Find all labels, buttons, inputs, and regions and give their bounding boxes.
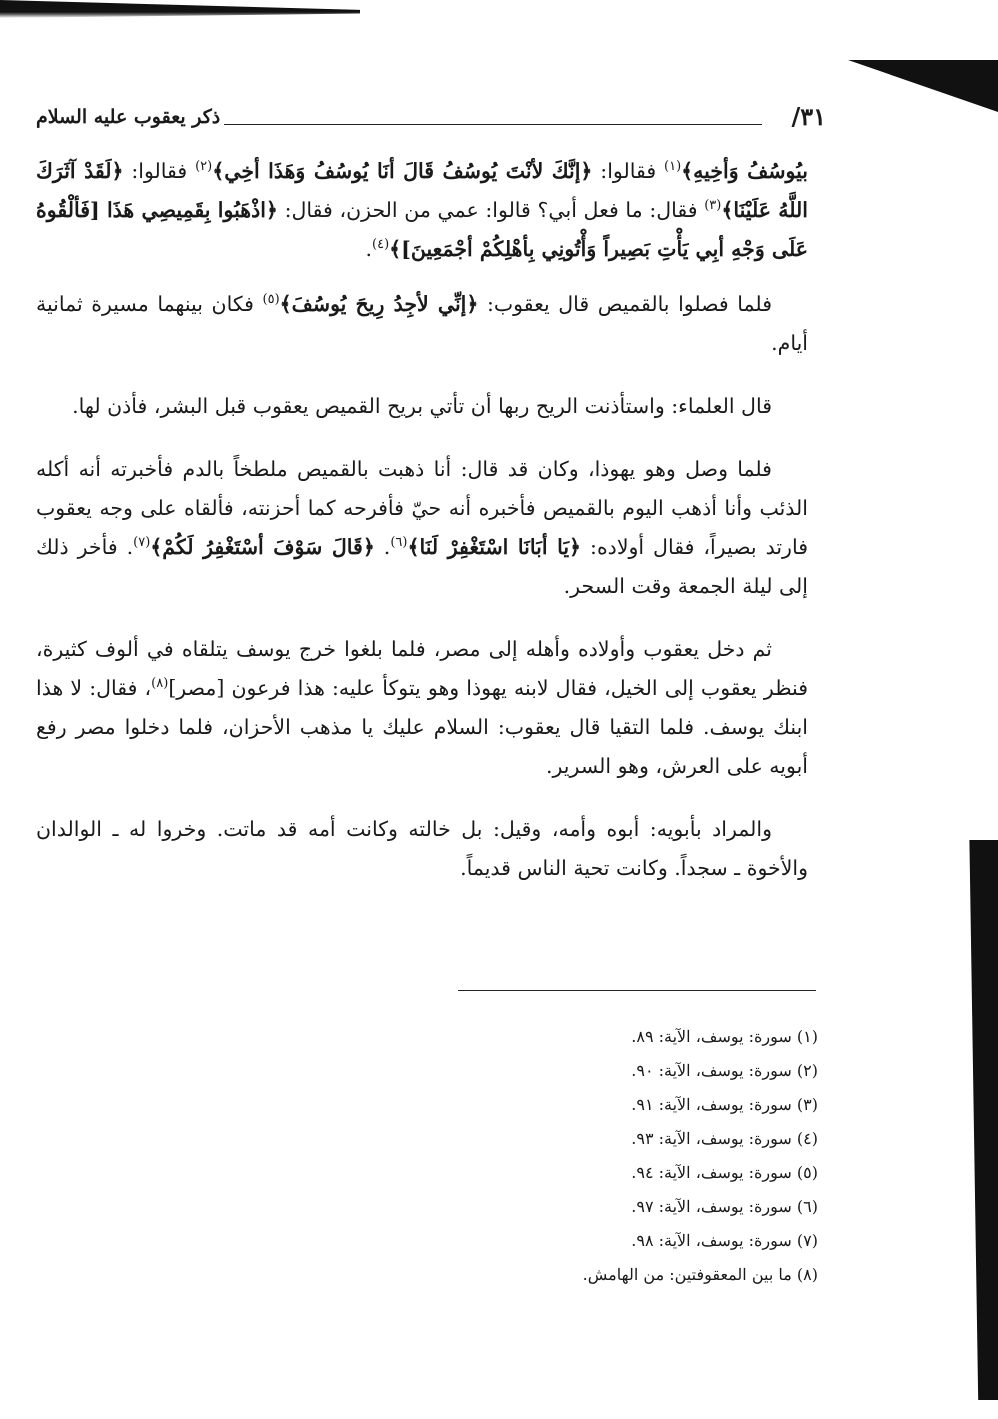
paragraph bbox=[36, 810, 808, 888]
footnotes-list bbox=[398, 1020, 818, 1292]
scan-corner-mark bbox=[848, 60, 998, 112]
quran-verse: ﴿قَالَ سَوْفَ أسْتَغْفِرُ لَكُمْ﴾ bbox=[150, 535, 375, 559]
footnote-reference: (٦) bbox=[390, 535, 408, 551]
footnote-item: (٨) ما بين المعقوفتين: من الهامش. bbox=[582, 1265, 818, 1284]
page-number: ٣١/ bbox=[791, 102, 826, 131]
scan-edge-top bbox=[0, 0, 360, 18]
text-segment: . bbox=[365, 237, 372, 261]
footnote-item: (٧) سورة: يوسف، الآية: ٩٨. bbox=[631, 1231, 818, 1250]
paragraph bbox=[36, 450, 808, 606]
scan-edge-right bbox=[954, 840, 998, 1400]
footnote-reference: (٧) bbox=[133, 535, 151, 551]
footnote-divider bbox=[458, 990, 816, 991]
quran-verse: ﴿إنَّكَ لأنْتَ يُوسُفُ قَالَ أنَا يُوسُفُ وَهَذَا أخِي﴾ bbox=[212, 159, 593, 183]
text-segment: فقالوا: bbox=[592, 159, 665, 183]
quran-verse: ﴿يَا أبَانَا اسْتَغْفِرْ لَنَا﴾ bbox=[407, 535, 582, 559]
footnote-reference: (١) bbox=[664, 159, 682, 175]
paragraph bbox=[36, 152, 808, 269]
paragraph bbox=[36, 630, 808, 786]
page-header bbox=[36, 100, 826, 140]
footnote-item: (٢) سورة: يوسف، الآية: ٩٠. bbox=[631, 1061, 818, 1080]
text-segment: ثم دخل يعقوب وأولاده وأهله إلى مصر، فلما بلغوا خرج يوسف يتلقاه في ألوف كثيرة، فنظر يعقوب إلى الخيل، فقال لابنه يهوذا وهو يتوكأ عليه: هذا فرعون [مصر] bbox=[36, 637, 808, 700]
text-segment: فقال: ما فعل أبي؟ قالوا: عمي من الحزن، فقال: bbox=[277, 198, 705, 222]
paragraph bbox=[36, 387, 808, 426]
footnote-item: (٥) سورة: يوسف، الآية: ٩٤. bbox=[631, 1163, 818, 1182]
text-segment: فلما فصلوا بالقميص قال يعقوب: bbox=[478, 292, 772, 316]
text-segment: والمراد بأبويه: أبوه وأمه، وقيل: بل خالته وكانت أمه قد ماتت. وخروا له ـ الوالدان والأخوة ـ سجداً. وكانت تحية الناس قديماً. bbox=[36, 817, 808, 880]
text-segment: . فأخر ذلك إلى ليلة الجمعة وقت السحر. bbox=[36, 535, 808, 598]
text-segment: فكان بينهما مسيرة ثمانية أيام. bbox=[36, 292, 808, 355]
footnote-reference: (٤) bbox=[372, 237, 390, 253]
footnote-reference: (٥) bbox=[262, 292, 280, 308]
text-segment: فلما وصل وهو يهوذا، وكان قد قال: أنا ذهبت بالقميص ملطخاً بالدم فأخبرته أنه أكله الذئب وأنا أذهب اليوم بالقميص فأخبره أنه حيّ فأفرحه كما أحزنته، فألقاه على وجه يعقوب فارتد بصيراً، فقال أولاده: bbox=[36, 457, 808, 559]
quran-verse: ﴿اذْهَبُوا بِقَمِيصِي هَذَا [فَألْقُوهُ عَلَى وَجْهِ أبِي يَأْتِ بَصِيراً وَأْتُونِي بِأهْلِكُمْ أجْمَعِينَ]﴾ bbox=[36, 198, 808, 261]
quran-verse: ﴿إنِّي لأجِدُ رِيحَ يُوسُفَ﴾ bbox=[279, 292, 479, 316]
footnote-item: (٣) سورة: يوسف، الآية: ٩١. bbox=[631, 1095, 818, 1114]
running-title: ذكر يعقوب عليه السلام bbox=[36, 106, 221, 128]
text-segment: . bbox=[374, 535, 391, 559]
paragraph bbox=[36, 285, 808, 363]
text-segment: فقالوا: bbox=[123, 159, 196, 183]
header-rule bbox=[224, 124, 762, 125]
quran-verse: ﴿لَقَدْ آثَرَكَ اللَّهُ عَلَيْنَا﴾ bbox=[36, 159, 808, 222]
footnote-item: (١) سورة: يوسف، الآية: ٨٩. bbox=[631, 1027, 818, 1046]
footnote-reference: (٨) bbox=[151, 676, 169, 692]
footnote-reference: (٣) bbox=[704, 198, 722, 214]
quran-verse: بيُوسُفُ وَأخِيهِ﴾ bbox=[681, 159, 808, 183]
text-segment: ، فقال: لا هذا ابنك يوسف. فلما التقيا قال يعقوب: السلام عليك يا مذهب الأحزان، فلما دخلوا مصر رفع أبويه على العرش، وهو السرير. bbox=[36, 676, 808, 778]
footnote-item: (٤) سورة: يوسف، الآية: ٩٣. bbox=[631, 1129, 818, 1148]
text-segment: قال العلماء: واستأذنت الريح ربها أن تأتي بريح القميص يعقوب قبل البشر، فأذن لها. bbox=[72, 394, 772, 418]
footnote-item: (٦) سورة: يوسف، الآية: ٩٧. bbox=[631, 1197, 818, 1216]
footnote-reference: (٢) bbox=[195, 159, 213, 175]
body-text bbox=[36, 152, 808, 912]
